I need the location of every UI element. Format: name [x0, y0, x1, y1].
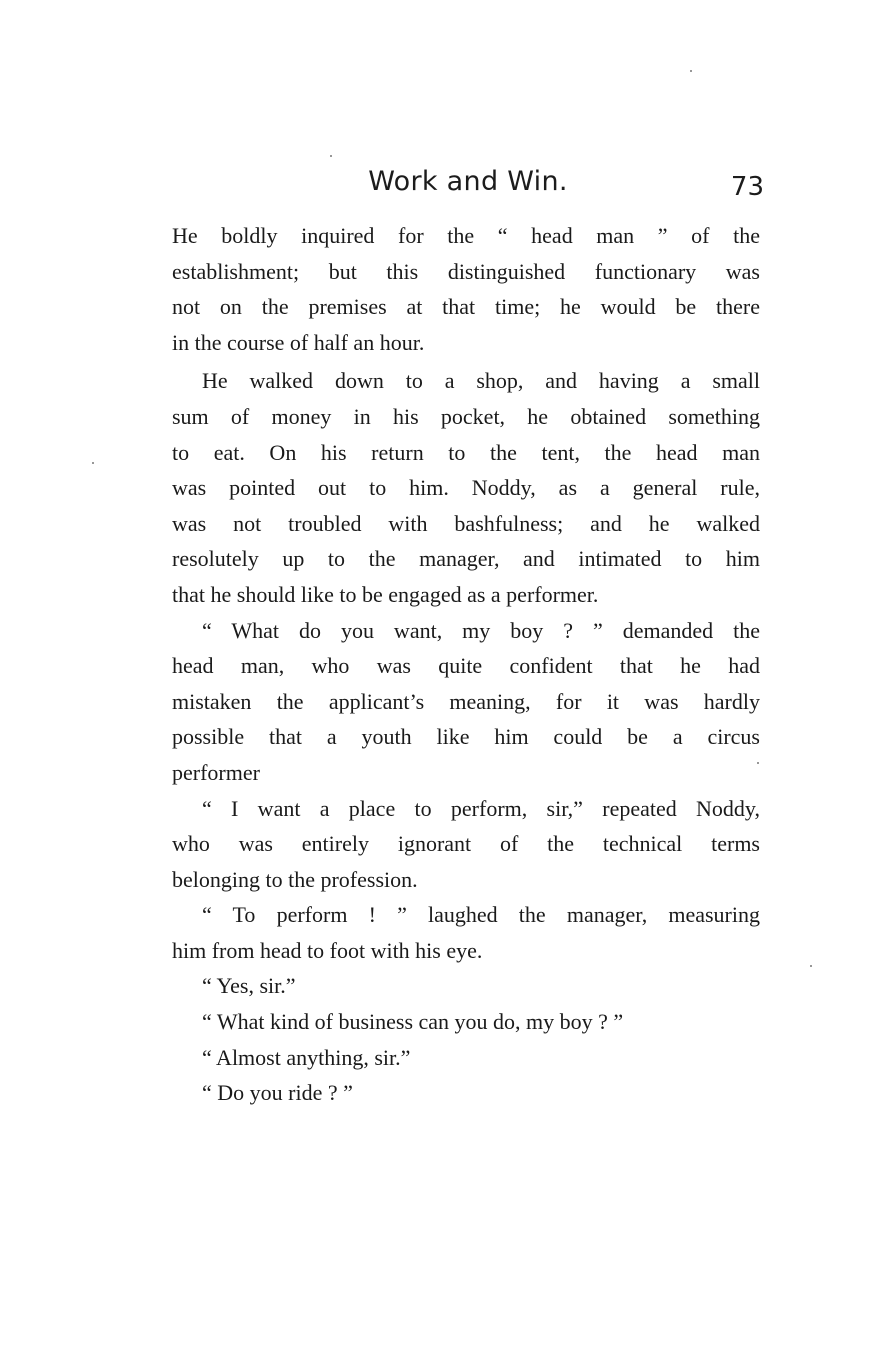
text-line: head man, who was quite confident that he had: [172, 653, 760, 679]
text-line: establishment; but this distinguished functionary was: [172, 258, 760, 284]
text-line: in the course of half an hour.: [172, 329, 425, 355]
paragraph: [172, 218, 760, 360]
text-line: “ What kind of business can you do, my boy ? ”: [202, 1009, 624, 1035]
page-number: 73: [730, 172, 764, 202]
paper-speck: [92, 462, 94, 464]
running-head: [172, 166, 764, 206]
paragraph: [172, 613, 760, 791]
text-line: that he should like to be engaged as a performer.: [172, 581, 599, 607]
paragraph: [172, 1040, 760, 1076]
paragraph: [172, 968, 760, 1004]
paragraph: [172, 363, 760, 612]
paragraph: [172, 897, 760, 968]
text-line: who was entirely ignorant of the technical terms: [172, 831, 760, 857]
text-line: was not troubled with bashfulness; and he walked: [172, 510, 760, 536]
paper-speck: [690, 70, 692, 72]
text-line: to eat. On his return to the tent, the head man: [172, 439, 760, 465]
text-line: was pointed out to him. Noddy, as a general rule,: [172, 475, 760, 501]
text-line: “ Yes, sir.”: [202, 973, 296, 999]
body-text: [172, 218, 760, 1111]
running-title: Work and Win.: [368, 166, 568, 197]
text-line: sum of money in his pocket, he obtained something: [172, 403, 760, 429]
text-line: “ Almost anything, sir.”: [202, 1044, 411, 1070]
text-line: him from head to foot with his eye.: [172, 937, 483, 963]
text-line: “ Do you ride ? ”: [202, 1080, 353, 1106]
paper-speck: [757, 762, 759, 764]
paper-speck: [330, 155, 332, 157]
paragraph: [172, 1075, 760, 1111]
text-line: possible that a youth like him could be a circus: [172, 724, 760, 750]
text-line: belonging to the profession.: [172, 866, 418, 892]
text-line: “ To perform ! ” laughed the manager, measuring: [202, 902, 760, 928]
paper-speck: [810, 965, 812, 967]
text-line: He boldly inquired for the “ head man ” of the: [172, 223, 760, 248]
text-line: “ What do you want, my boy ? ” demanded the: [202, 617, 760, 643]
text-line: mistaken the applicant’s meaning, for it was hardly: [172, 688, 760, 714]
text-line: not on the premises at that time; he would be there: [172, 294, 760, 320]
text-line: resolutely up to the manager, and intimated to him: [172, 546, 760, 572]
text-line: “ I want a place to perform, sir,” repeated Noddy,: [202, 795, 760, 821]
paragraph: [172, 791, 760, 898]
text-line: performer: [172, 759, 260, 785]
paragraph: [172, 1004, 760, 1040]
text-line: He walked down to a shop, and having a small: [202, 368, 760, 394]
